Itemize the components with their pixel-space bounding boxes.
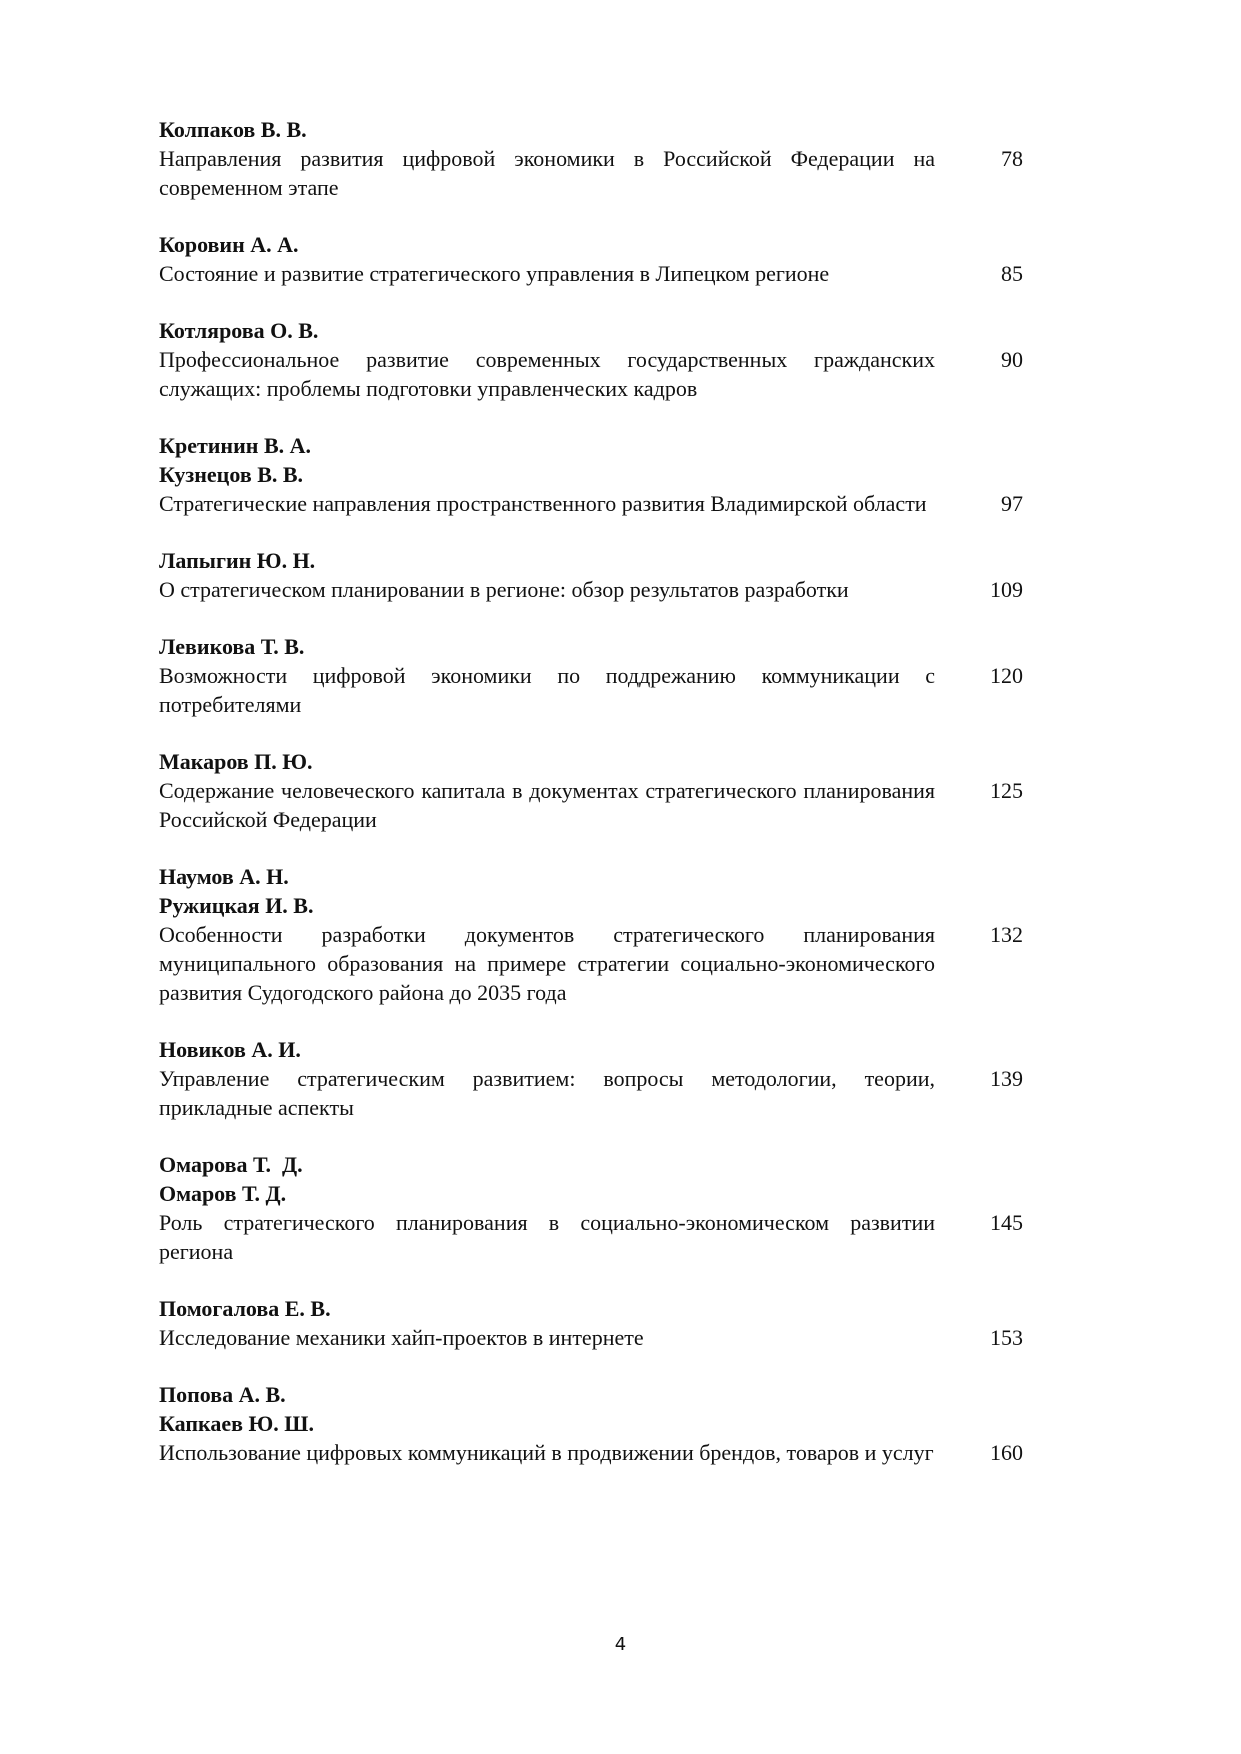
toc-entry — [159, 115, 1023, 202]
toc-title: Роль стратегического планирования в социально-экономическом развитии региона — [159, 1210, 935, 1264]
toc-title: Состояние и развитие стратегического управления в Липецком регионе — [159, 261, 830, 286]
toc-entry — [159, 316, 1023, 403]
toc-page-number: 78 — [1001, 146, 1023, 171]
toc-entry — [159, 230, 1023, 288]
toc-author: Новиков А. И. — [159, 1037, 301, 1062]
toc-title: О стратегическом планировании в регионе: обзор результатов разработки — [159, 577, 849, 602]
table-of-contents — [159, 115, 1023, 1495]
toc-author: Колпаков В. В. — [159, 117, 307, 142]
toc-page-number: 153 — [990, 1325, 1023, 1350]
toc-author: Попова А. В. — [159, 1382, 286, 1407]
toc-entry — [159, 1294, 1023, 1352]
toc-title: Использование цифровых коммуникаций в продвижении брендов, товаров и услуг — [159, 1440, 934, 1465]
toc-author: Котлярова О. В. — [159, 318, 319, 343]
toc-title: Возможности цифровой экономики по поддрежанию коммуникации с потребителями — [159, 663, 935, 717]
toc-title: Особенности разработки документов стратегического планирования муниципального образования на примере стратегии социально-экономического развития Судогодского района до 2035 года — [159, 922, 935, 1005]
toc-page-number: 132 — [990, 922, 1023, 947]
toc-author: Кузнецов В. В. — [159, 462, 304, 487]
toc-page-number: 85 — [1001, 261, 1023, 286]
toc-title: Содержание человеческого капитала в документах стратегического планирования Российской Федерации — [159, 778, 935, 832]
toc-page-number: 145 — [990, 1210, 1023, 1235]
toc-author: Левикова Т. В. — [159, 634, 305, 659]
toc-author: Помогалова Е. В. — [159, 1296, 331, 1321]
toc-author: Коровин А. А. — [159, 232, 299, 257]
toc-page-number: 90 — [1001, 347, 1023, 372]
toc-entry — [159, 546, 1023, 604]
toc-entry — [159, 862, 1023, 1007]
toc-author: Наумов А. Н. — [159, 864, 289, 889]
toc-author: Ружицкая И. В. — [159, 893, 314, 918]
toc-entry — [159, 1150, 1023, 1266]
toc-entry — [159, 747, 1023, 834]
toc-entry — [159, 431, 1023, 518]
toc-page-number: 125 — [990, 778, 1023, 803]
toc-author: Омаров Т. Д. — [159, 1181, 287, 1206]
toc-page-number: 120 — [990, 663, 1023, 688]
toc-title: Управление стратегическим развитием: вопросы методологии, теории, прикладные аспекты — [159, 1066, 935, 1120]
toc-entry — [159, 632, 1023, 719]
page-footer-number: 4 — [614, 1634, 627, 1655]
toc-author: Лапыгин Ю. Н. — [159, 548, 316, 573]
toc-author: Макаров П. Ю. — [159, 749, 313, 774]
toc-title: Исследование механики хайп-проектов в интернете — [159, 1325, 644, 1350]
toc-author: Кретинин В. А. — [159, 433, 312, 458]
toc-title: Направления развития цифровой экономики в Российской Федерации на современном этапе — [159, 146, 935, 200]
toc-page-number: 97 — [1001, 491, 1023, 516]
toc-entry — [159, 1380, 1023, 1467]
toc-title: Стратегические направления пространственного развития Владимирской области — [159, 491, 927, 516]
toc-page-number: 109 — [990, 577, 1023, 602]
toc-page-number: 139 — [990, 1066, 1023, 1091]
toc-entry — [159, 1035, 1023, 1122]
toc-page-number: 160 — [990, 1440, 1023, 1465]
toc-author: Омарова Т. Д. — [159, 1152, 303, 1177]
toc-title: Профессиональное развитие современных государственных гражданских служащих: проблемы подготовки управленческих кадров — [159, 347, 935, 401]
toc-author: Капкаев Ю. Ш. — [159, 1411, 314, 1436]
